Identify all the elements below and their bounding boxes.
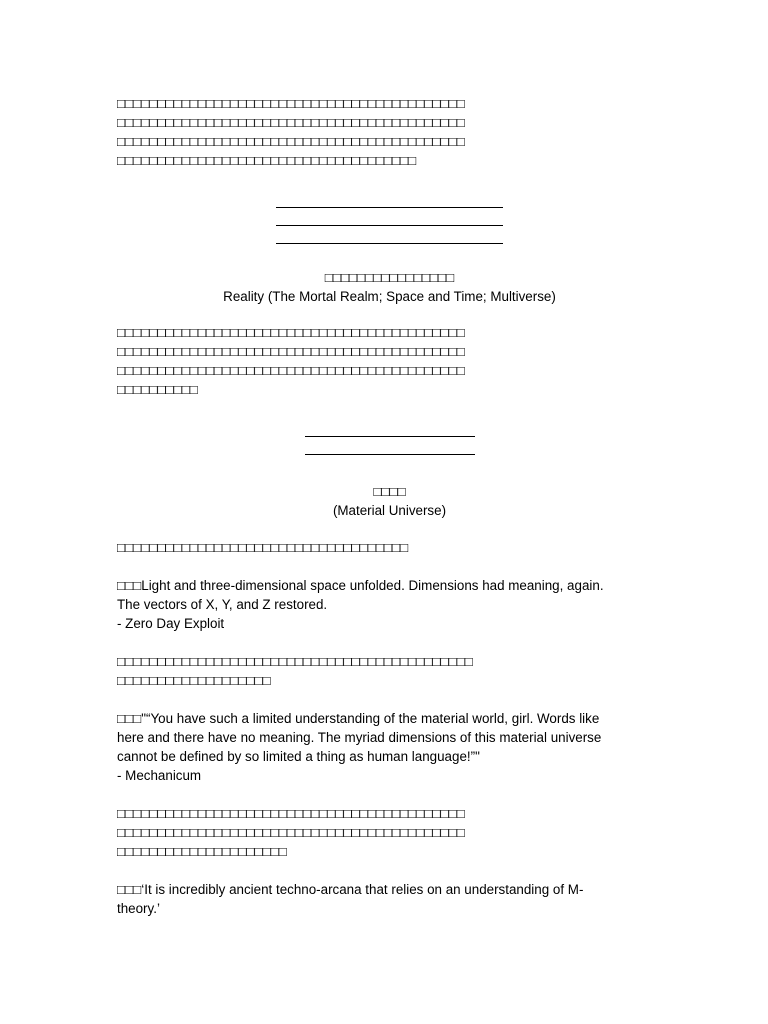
quote-attribution: - Zero Day Exploit bbox=[117, 616, 225, 631]
quote-text: □□□"“You have such a limited understanding of the material world, girl. Words like here and there have no meaning. The myriad dimensions of this material universe cannot be defined by so limited a thing as human language!”" bbox=[117, 711, 602, 764]
separator-line bbox=[305, 437, 475, 455]
separator-line bbox=[276, 208, 503, 226]
heading-title: (Material Universe) bbox=[332, 503, 447, 518]
separator-line bbox=[276, 190, 503, 208]
heading-title: Reality (The Mortal Realm; Space and Time; Multiverse) bbox=[223, 289, 556, 304]
reality-paragraph: □□□□□□□□□□□□□□□□□□□□□□□□□□□□□□□□□□□□□□□□□□□ □□□□□□□□□□□□□□□□□□□□□□□□□□□□□□□□□□□□□□□□□□□ □□□□□□□□□□□□□□□□□□□□□□□□□□□□□□□□□□□□□□□□□□□ □□□□□□□□□□ bbox=[117, 325, 465, 397]
intro-paragraph: □□□□□□□□□□□□□□□□□□□□□□□□□□□□□□□□□□□□□□□□□□□ □□□□□□□□□□□□□□□□□□□□□□□□□□□□□□□□□□□□□□□□□□□ □□□□□□□□□□□□□□□□□□□□□□□□□□□□□□□□□□□□□□□□□□□ □□□□□□□□□□□□□□□□□□□□□□□□□□□□□□□□□□□□□ bbox=[117, 96, 465, 168]
heading-glyphs: □□□□ bbox=[373, 484, 406, 499]
language-paragraph: □□□□□□□□□□□□□□□□□□□□□□□□□□□□□□□□□□□□□□□□□□□ □□□□□□□□□□□□□□□□□□□□□□□□□□□□□□□□□□□□□□□□□□□ □□□□□□□□□□□□□□□□□□□□□ bbox=[117, 806, 465, 859]
material-paragraph: □□□□□□□□□□□□□□□□□□□□□□□□□□□□□□□□□□□□ bbox=[117, 540, 409, 555]
section-heading-reality bbox=[117, 268, 662, 306]
section-heading-material-universe bbox=[117, 482, 662, 520]
quote-attribution: - Mechanicum bbox=[117, 768, 202, 783]
quote-techno-arcana bbox=[117, 880, 662, 918]
separator-lines-long bbox=[117, 190, 662, 244]
document-body bbox=[117, 94, 662, 918]
quote-mechanicum bbox=[117, 709, 662, 785]
dimension-paragraph: □□□□□□□□□□□□□□□□□□□□□□□□□□□□□□□□□□□□□□□□□□□□ □□□□□□□□□□□□□□□□□□□ bbox=[117, 654, 473, 688]
separator-line bbox=[305, 419, 475, 437]
quote-text: □□□‘It is incredibly ancient techno-arcana that relies on an understanding of M- theory.’ bbox=[117, 882, 584, 916]
quote-zero-day-exploit bbox=[117, 576, 662, 633]
separator-lines-short bbox=[117, 419, 662, 455]
heading-glyphs: □□□□□□□□□□□□□□□□ bbox=[324, 270, 455, 285]
separator-line bbox=[276, 226, 503, 244]
quote-text: □□□Light and three-dimensional space unfolded. Dimensions had meaning, again. The vectors of X, Y, and Z restored. bbox=[117, 578, 604, 612]
